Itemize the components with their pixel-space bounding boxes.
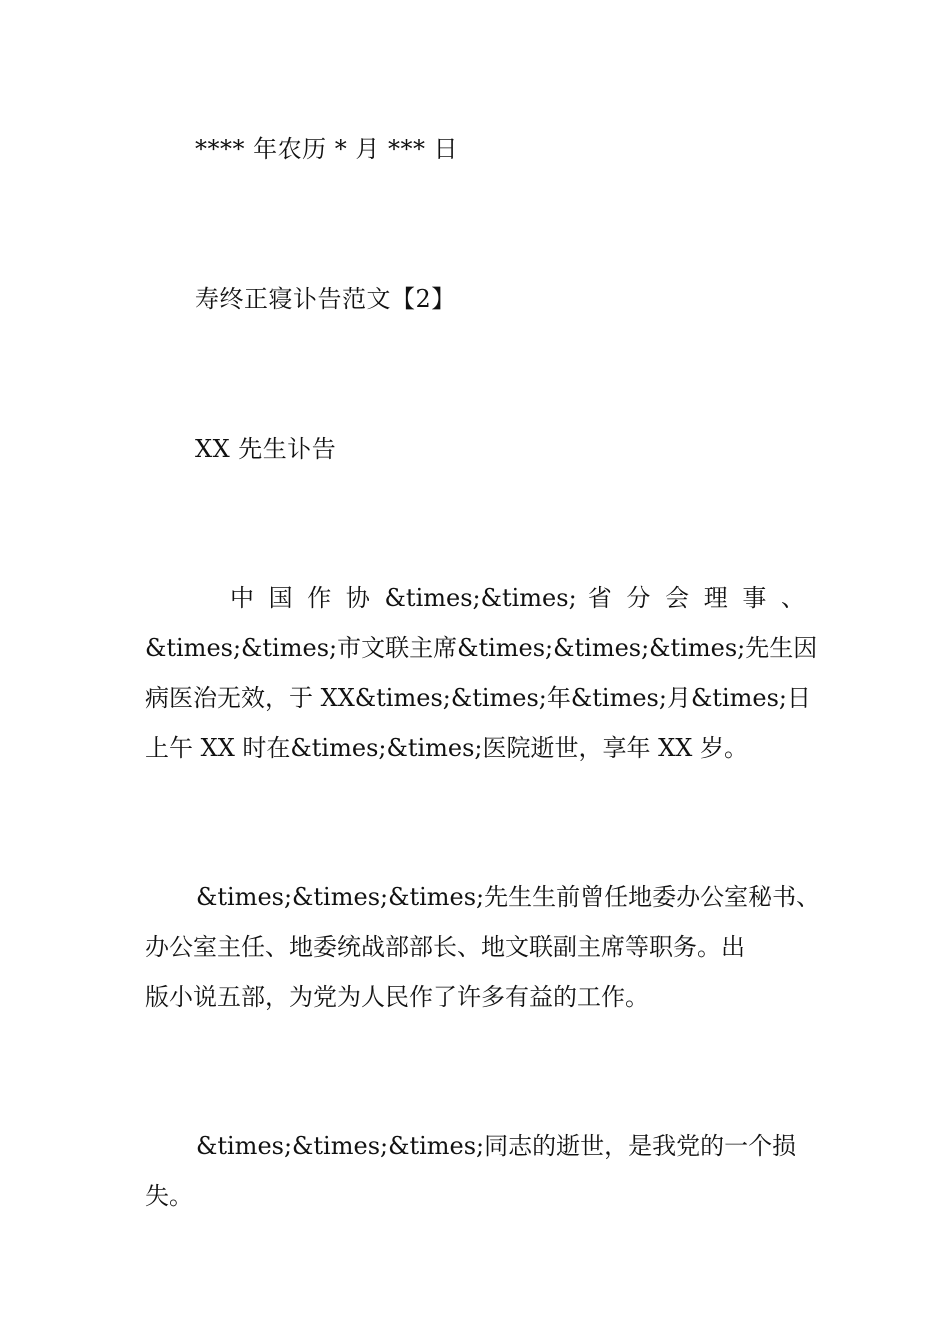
paragraph-1-line-3: 病医治无效，于 XX&times;&times;年&times;月&times;日: [145, 684, 811, 712]
lunar-date-line: **** 年农历 * 月 *** 日: [195, 135, 459, 163]
paragraph-3-line-2: 失。: [145, 1182, 193, 1210]
notice-title: XX 先生讣告: [195, 435, 337, 463]
paragraph-1-line-4: 上午 XX 时在&times;&times;医院逝世，享年 XX 岁。: [145, 734, 748, 762]
section-heading: 寿终正寝讣告范文【2】: [195, 285, 456, 313]
paragraph-death-announcement: [145, 573, 818, 773]
paragraph-2-line-2: 办公室主任、地委统战部部长、地文联副主席等职务。出: [145, 933, 745, 961]
paragraph-2-line-1: &times;&times;&times;先生生前曾任地委办公室秘书、: [196, 883, 821, 911]
paragraph-career: [145, 872, 821, 1022]
paragraph-3-line-1: &times;&times;&times;同志的逝世，是我党的一个损: [196, 1132, 797, 1160]
paragraph-2-line-3: 版小说五部，为党为人民作了许多有益的工作。: [145, 983, 649, 1011]
paragraph-1-line-2: &times;&times;市文联主席&times;&times;&times;先生因: [145, 634, 818, 662]
paragraph-1-line-1: 中 国 作 协 &times;&times; 省 分 会 理 事 、: [230, 584, 805, 612]
paragraph-loss: [145, 1121, 805, 1221]
